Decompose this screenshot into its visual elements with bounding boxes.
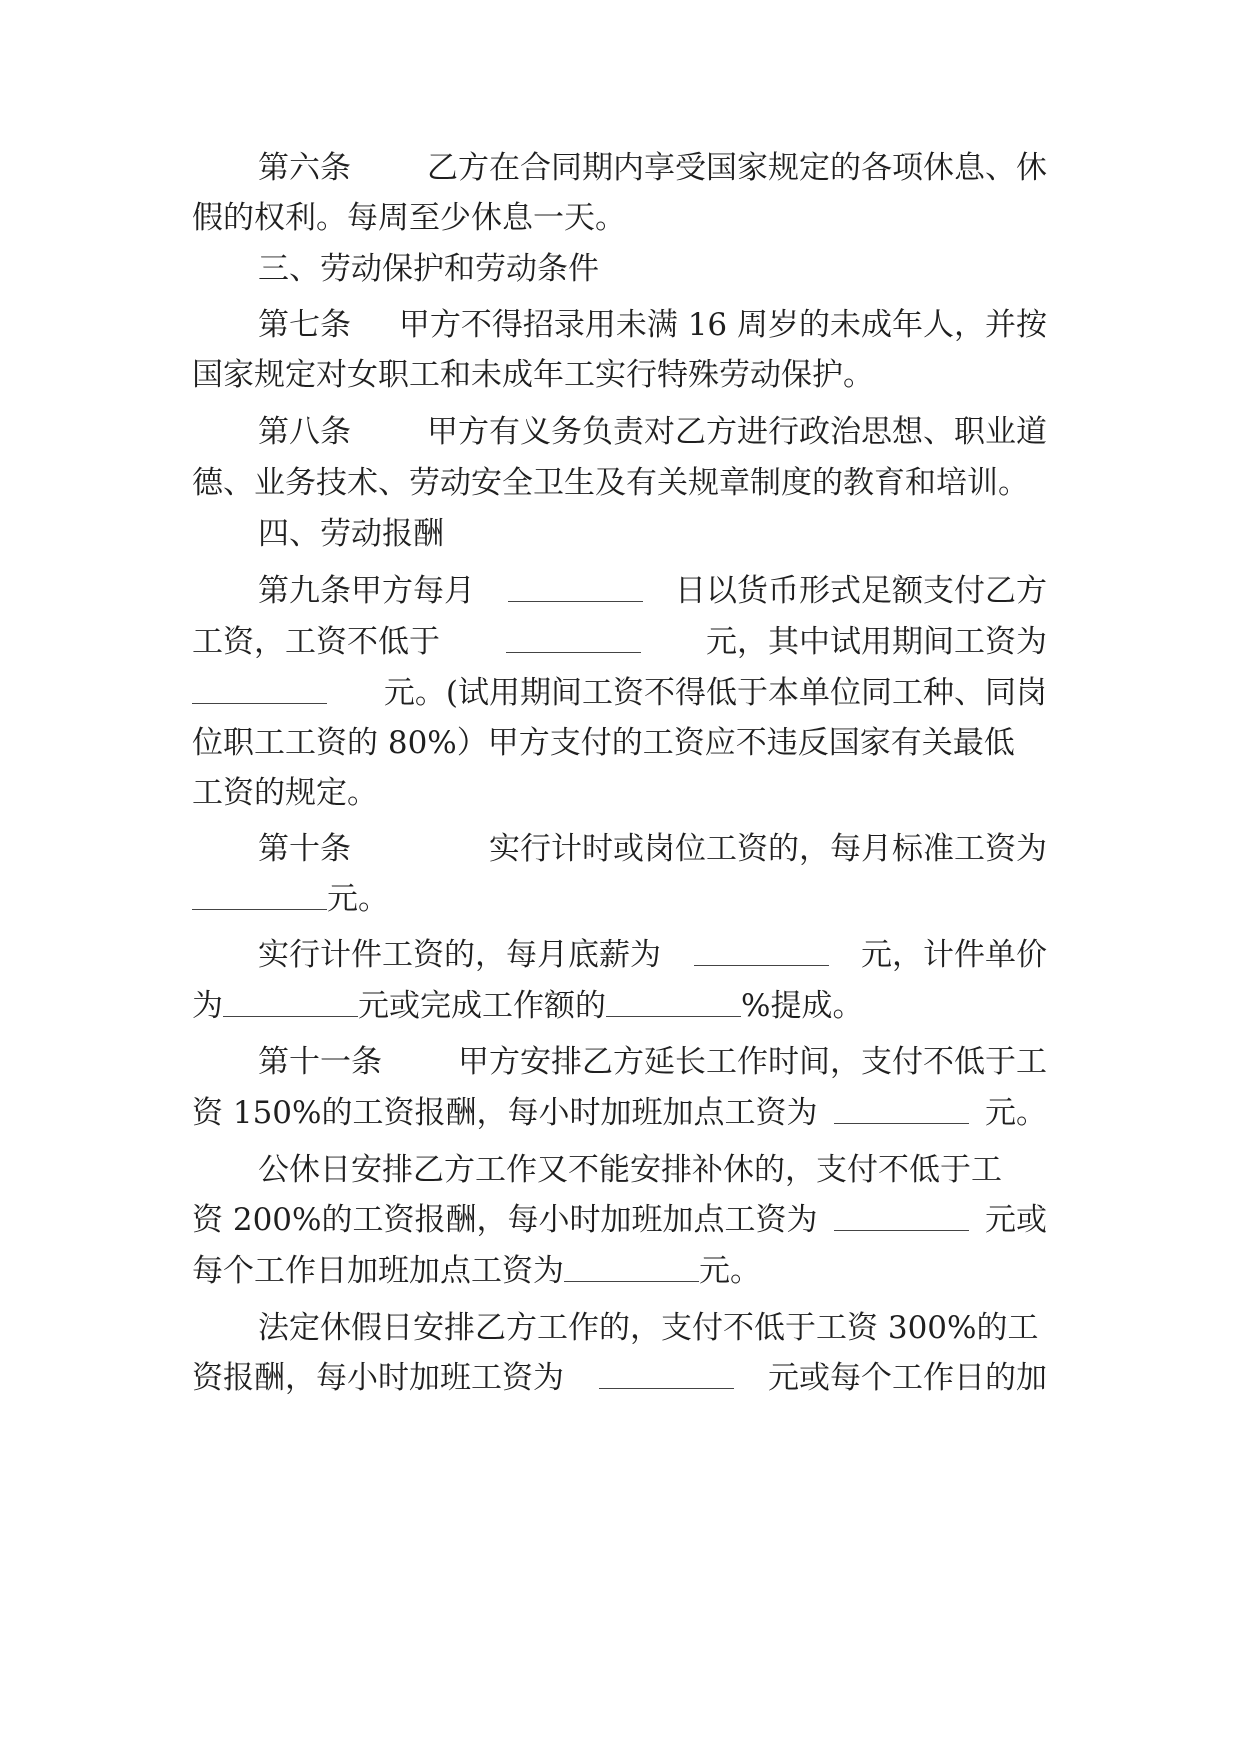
- article-9-line-3: [192, 670, 1047, 716]
- article-11-text-c: 元。: [984, 1095, 1047, 1131]
- article-8-text: 甲方有义务负责对乙方进行政治思想、职业道: [427, 414, 1047, 450]
- article-6-text: 乙方在合同期内享受国家规定的各项休息、休: [427, 150, 1047, 186]
- article-7-text: 甲方不得招录用未满 16 周岁的未成年人，并按: [398, 307, 1047, 343]
- article-10-text-c: 实行计件工资的，每月底薪为: [258, 937, 661, 973]
- article-6-line-1: [258, 145, 1047, 191]
- article-10-line-1: [258, 826, 1047, 872]
- article-11-text-i: 元或每个工作日的加: [768, 1360, 1047, 1396]
- article-11-line-1: [258, 1039, 1047, 1085]
- article-10-text-d: 元，计件单价: [861, 937, 1047, 973]
- article-7-line-2: 国家规定对女职工和未成年工实行特殊劳动保护。: [192, 357, 874, 393]
- overtime-pay-blank[interactable]: [834, 1122, 969, 1124]
- payday-blank[interactable]: [508, 600, 643, 602]
- article-9-line-5: 工资的规定。: [192, 775, 378, 811]
- article-10-line-4: [192, 983, 1047, 1029]
- article-9-text-b: 日以货币形式足额支付乙方: [675, 573, 1047, 609]
- article-10-text-f: 元或完成工作额的: [358, 988, 606, 1024]
- article-10-text: 实行计时或岗位工资的，每月标准工资为: [489, 831, 1047, 867]
- article-11-line-2: [192, 1090, 1047, 1136]
- article-11-text-g: 元。: [699, 1253, 761, 1289]
- article-11-text-f: 每个工作日加班加点工资为: [192, 1253, 564, 1289]
- article-8-heading: 第八条: [258, 414, 351, 450]
- article-11-line-6: 法定休假日安排乙方工作的，支付不低于工资 300%的工: [258, 1310, 1039, 1346]
- article-11-text: 甲方安排乙方延长工作时间，支付不低于工: [458, 1044, 1047, 1080]
- article-6-heading: 第六条: [258, 150, 351, 186]
- article-8-line-2: 德、业务技术、劳动安全卫生及有关规章制度的教育和培训。: [192, 465, 1029, 501]
- article-8-line-1: [258, 409, 1047, 455]
- article-11-text-b: 资 150%的工资报酬，每小时加班加点工资为: [192, 1095, 818, 1131]
- article-11-text-h: 资报酬，每小时加班工资为: [192, 1360, 564, 1396]
- article-10-text-e: 为: [192, 988, 223, 1024]
- article-9-line-2: [192, 619, 1047, 665]
- holiday-hourly-blank[interactable]: [599, 1387, 734, 1389]
- article-7-heading: 第七条: [258, 307, 351, 343]
- commission-blank[interactable]: [606, 1015, 741, 1017]
- article-10-line-3: [258, 932, 1047, 978]
- article-9-text-c: 工资，工资不低于: [192, 624, 440, 660]
- rest-day-hourly-blank[interactable]: [834, 1229, 969, 1231]
- article-10-text-g: %提成。: [741, 988, 864, 1024]
- article-11-line-3: 公休日安排乙方工作又不能安排补休的，支付不低于工: [258, 1152, 1002, 1188]
- section-3-heading: 三、劳动保护和劳动条件: [258, 251, 599, 287]
- article-9-line-1: [258, 568, 1047, 614]
- article-11-line-4: [192, 1197, 1047, 1243]
- article-6-line-2: 假的权利。每周至少休息一天。: [192, 200, 626, 236]
- rest-day-daily-blank[interactable]: [564, 1280, 699, 1282]
- base-salary-blank[interactable]: [694, 964, 829, 966]
- article-11-heading: 第十一条: [258, 1044, 382, 1080]
- piece-rate-blank[interactable]: [223, 1015, 358, 1017]
- article-10-heading: 第十条: [258, 831, 351, 867]
- article-10-text-b: 元。: [327, 881, 389, 917]
- article-10-line-2: [192, 876, 1047, 922]
- article-9-line-4: 位职工工资的 80%）甲方支付的工资应不违反国家有关最低: [192, 725, 1015, 761]
- article-9-text-a: 第九条甲方每月: [258, 573, 475, 609]
- article-7-line-1: [258, 302, 1047, 348]
- probation-salary-blank[interactable]: [192, 702, 327, 704]
- section-4-heading: 四、劳动报酬: [258, 516, 444, 552]
- article-11-line-7: [192, 1355, 1047, 1401]
- standard-salary-blank[interactable]: [192, 908, 327, 910]
- article-11-line-5: [192, 1248, 1047, 1294]
- article-9-text-d: 元，其中试用期间工资为: [706, 624, 1047, 660]
- article-9-text-e: 元。(试用期间工资不得低于本单位同工种、同岗: [383, 675, 1047, 711]
- article-11-text-e: 元或: [984, 1202, 1047, 1238]
- article-11-text-d: 资 200%的工资报酬，每小时加班加点工资为: [192, 1202, 818, 1238]
- min-salary-blank[interactable]: [506, 651, 641, 653]
